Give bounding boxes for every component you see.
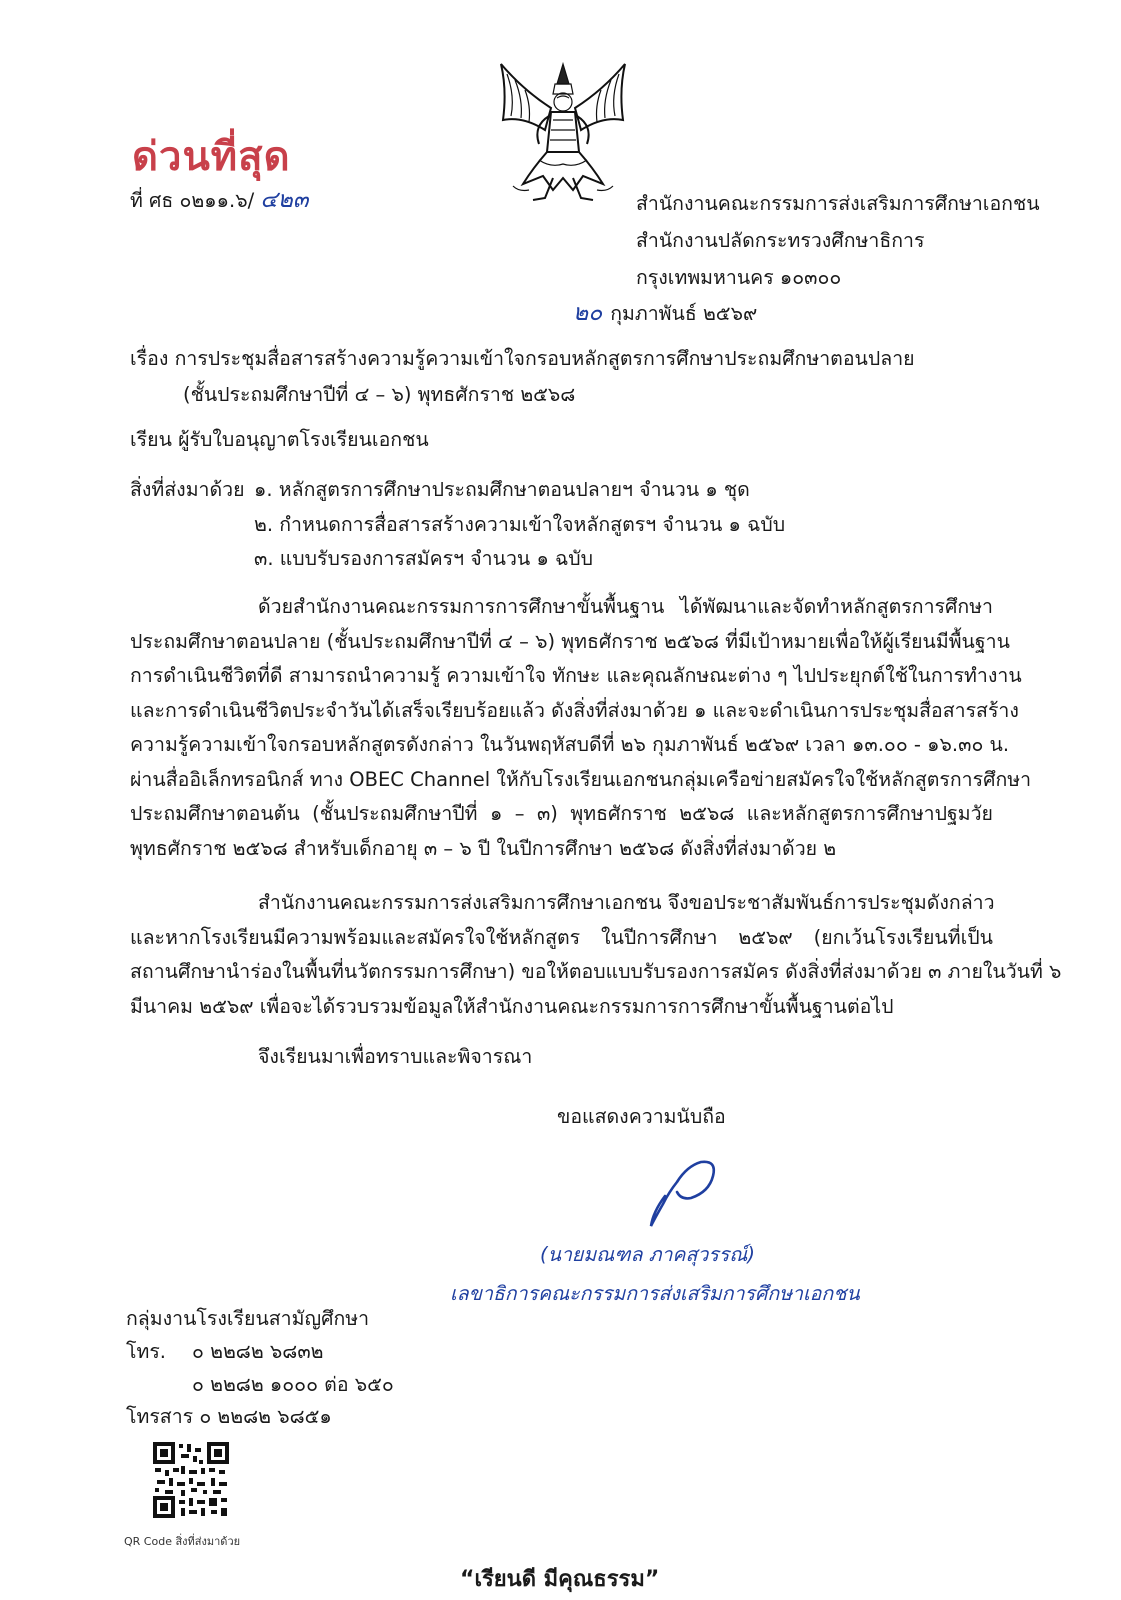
closing-sentence: จึงเรียนมาเพื่อทราบและพิจารณา [258,1045,533,1068]
handwritten-signature [643,1152,723,1232]
document-number [130,187,309,215]
letter-date [573,300,757,328]
date-day-handwritten: ๒๐ [573,300,603,326]
date-month-year: กุมภาพันธ์ ๒๕๖๙ [610,302,758,325]
enclosures-label: สิ่งที่ส่งมาด้วย [130,478,245,501]
contact-unit: กลุ่มงานโรงเรียนสามัญศึกษา [126,1307,370,1330]
body-line: มีนาคม ๒๕๖๙ เพื่อจะได้รวบรวมข้อมูลให้สำนักงานคณะกรรมการการศึกษาขั้นพื้นฐานต่อไป [130,994,894,1018]
phone-number: ๐ ๒๒๘๒ ๑๐๐๐ ต่อ ๖๕๐ [192,1373,394,1396]
body-line: ผ่านสื่ออิเล็กทรอนิกส์ ทาง OBEC Channel ให้กับโรงเรียนเอกชนกลุ่มเครือข่ายสมัครใจใช้หลักสูตรการศึกษา [130,767,1032,791]
qr-caption: QR Code สิ่งที่ส่งมาด้วย [124,1535,241,1548]
phone-label: โทร. [126,1340,166,1363]
body-line: สถานศึกษานำร่องในพื้นที่นวัตกรรมการศึกษา) ขอให้ตอบแบบรับรองการสมัคร ดังสิ่งที่ส่งมาด้วย ๓ ภายในวันที่ ๖ [130,960,1062,983]
enclosure-item: ๑. หลักสูตรการศึกษาประถมศึกษาตอนปลายฯ จำนวน ๑ ชุด [254,478,750,501]
subject-line-2: (ชั้นประถมศึกษาปีที่ ๔ – ๖) พุทธศักราช ๒๕๖๘ [183,383,576,406]
signer-name: (นายมณฑล ภาคสุวรรณ์) [540,1243,755,1266]
body-paragraph-2 [130,886,1062,1024]
body-line: ด้วยสำนักงานคณะกรรมการการศึกษาขั้นพื้นฐาน ได้พัฒนาและจัดทำหลักสูตรการศึกษา [258,595,993,618]
body-line: และการดำเนินชีวิตประจำวันได้เสร็จเรียบร้อยแล้ว ดังสิ่งที่ส่งมาด้วย ๑ และจะดำเนินการประชุมสื่อสารสร้าง [130,698,1019,722]
body-line: พุทธศักราช ๒๕๖๘ สำหรับเด็กอายุ ๓ – ๖ ปี ในปีการศึกษา ๒๕๖๘ ดังสิ่งที่ส่งมาด้วย ๒ [130,836,837,860]
document-number-prefix: ที่ ศธ ๐๒๑๑.๖/ [130,189,255,212]
garuda-emblem-icon [493,60,633,202]
body-line: ประถมศึกษาตอนต้น (ชั้นประถมศึกษาปีที่ ๑ – ๓) พุทธศักราช ๒๕๖๘ และหลักสูตรการศึกษาปฐมวัย [130,802,993,825]
motto: “เรียนดี มีคุณธรรม” [460,1567,660,1592]
phone-number: ๐ ๒๒๘๒ ๖๘๓๒ [192,1340,324,1363]
body-paragraph-1 [130,590,1032,866]
recipient-line: เรียน ผู้รับใบอนุญาตโรงเรียนเอกชน [130,428,429,451]
signer-title: เลขาธิการคณะกรรมการส่งเสริมการศึกษาเอกชน [450,1282,860,1305]
sender-address [636,185,1040,296]
body-line: สำนักงานคณะกรรมการส่งเสริมการศึกษาเอกชน จึงขอประชาสัมพันธ์การประชุมดังกล่าว [258,891,995,914]
body-line: ความรู้ความเข้าใจกรอบหลักสูตรดังกล่าว ในวันพฤหัสบดีที่ ๒๖ กุมภาพันธ์ ๒๕๖๙ เวลา ๑๓.๐๐ - ๑๖.๓๐ น. [130,733,1010,756]
regards-line: ขอแสดงความนับถือ [557,1105,726,1128]
body-line: การดำเนินชีวิตที่ดี สามารถนำความรู้ ความเข้าใจ ทักษะ และคุณลักษณะต่าง ๆ ไปประยุกต์ใช้ในการทำงาน [130,664,1022,687]
qr-code-icon[interactable] [153,1442,229,1518]
fax-number: โทรสาร ๐ ๒๒๘๒ ๖๘๕๑ [126,1405,332,1428]
body-line: ประถมศึกษาตอนปลาย (ชั้นประถมศึกษาปีที่ ๔ – ๖) พุทธศักราช ๒๕๖๘ ที่มีเป้าหมายเพื่อให้ผู้เรียนมีพื้นฐาน [130,629,1010,653]
sender-line: สำนักงานคณะกรรมการส่งเสริมการศึกษาเอกชน [636,192,1040,215]
document-number-handwritten: ๔๒๓ [260,187,309,213]
body-line: และหากโรงเรียนมีความพร้อมและสมัครใจใช้หลักสูตร ในปีการศึกษา ๒๕๖๙ (ยกเว้นโรงเรียนที่เป็น [130,925,993,949]
sender-line: กรุงเทพมหานคร ๑๐๓๐๐ [636,266,842,289]
enclosure-item: ๓. แบบรับรองการสมัครฯ จำนวน ๑ ฉบับ [254,547,594,570]
enclosure-item: ๒. กำหนดการสื่อสารสร้างความเข้าใจหลักสูตรฯ จำนวน ๑ ฉบับ [254,513,786,536]
subject-line-1: เรื่อง การประชุมสื่อสารสร้างความรู้ความเข้าใจกรอบหลักสูตรการศึกษาประถมศึกษาตอนปลาย [130,347,915,370]
sender-line: สำนักงานปลัดกระทรวงศึกษาธิการ [636,229,925,252]
urgency-stamp: ด่วนที่สุด [132,134,291,180]
